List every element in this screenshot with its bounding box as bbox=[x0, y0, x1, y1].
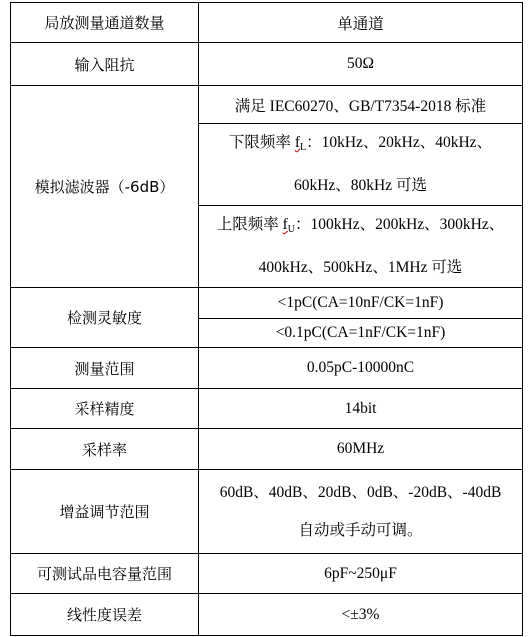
row-label: 采样率 bbox=[11, 429, 199, 470]
row-value: 50Ω bbox=[199, 43, 523, 86]
table-row bbox=[11, 470, 523, 554]
row-value: 6pF~250μF bbox=[199, 554, 523, 594]
row-label: 采样精度 bbox=[11, 389, 199, 429]
row-value: 60dB、40dB、20dB、0dB、-20dB、-40dB 自动或手动可调。 bbox=[199, 470, 523, 554]
row-label: 局放测量通道数量 bbox=[11, 3, 199, 43]
row-value: <0.1pC(CA=1nF/CK=1nF) bbox=[199, 319, 523, 348]
table-row bbox=[11, 86, 523, 124]
row-label: 测量范围 bbox=[11, 348, 199, 389]
row-label: 线性度误差 bbox=[11, 594, 199, 636]
row-label: 检测灵敏度 bbox=[11, 288, 199, 348]
filter-low-cutoff: 下限频率 $f_L$：10kHz、20kHz、40kHz、 60kHz、80kHz 可选 bbox=[199, 124, 523, 206]
table-row bbox=[11, 43, 523, 86]
table-row bbox=[11, 429, 523, 470]
row-value: <±3% bbox=[199, 594, 523, 636]
spec-table bbox=[10, 2, 523, 636]
row-label: 增益调节范围 bbox=[11, 470, 199, 554]
row-label: 模拟滤波器（-6dB） bbox=[11, 86, 199, 288]
table-row bbox=[11, 348, 523, 389]
row-value: 0.05pC-10000nC bbox=[199, 348, 523, 389]
table-row bbox=[11, 554, 523, 594]
row-label: 可测试品电容量范围 bbox=[11, 554, 199, 594]
filter-standard: 满足 IEC60270、GB/T7354-2018 标准 bbox=[199, 86, 523, 124]
table-row bbox=[11, 288, 523, 319]
table-row bbox=[11, 3, 523, 43]
row-value: 单通道 bbox=[199, 3, 523, 43]
filter-high-cutoff: 上限频率 $f_U$：100kHz、200kHz、300kHz、 400kHz、500kHz、1MHz 可选 bbox=[199, 206, 523, 288]
row-value: 14bit bbox=[199, 389, 523, 429]
table-row bbox=[11, 594, 523, 636]
row-value: <1pC(CA=10nF/CK=1nF) bbox=[199, 288, 523, 319]
table-row bbox=[11, 389, 523, 429]
row-label: 输入阻抗 bbox=[11, 43, 199, 86]
row-value: 60MHz bbox=[199, 429, 523, 470]
